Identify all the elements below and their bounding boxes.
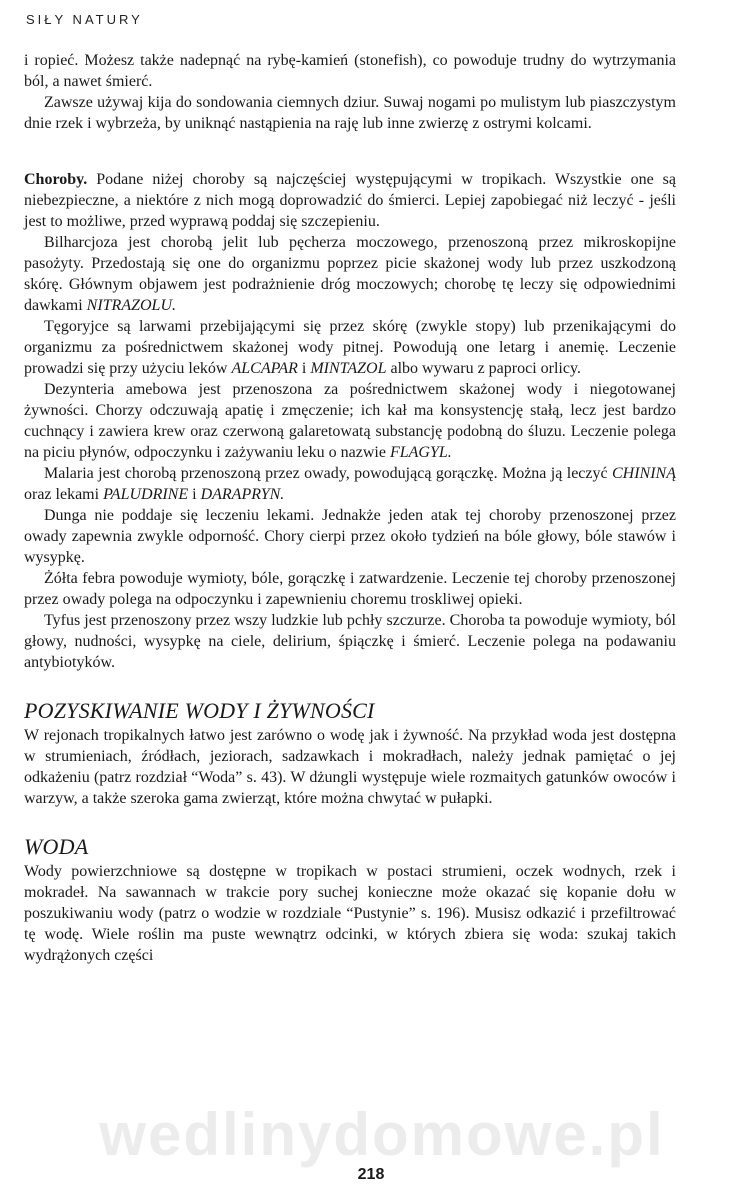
- tegoryjce-text: Tęgoryjce są larwami przebijającymi się przez skórę (zwykle stopy) lub przenikającymi do organizmu za pośrednictwem skażonej wody pitnej. Powodują one letarg i anemię. Leczenie prowadzi się przy użyciu leków: [24, 318, 676, 377]
- tegoryjce-end: albo wywaru z paproci orlicy.: [386, 360, 581, 377]
- choroby-lead: Choroby.: [24, 171, 88, 188]
- paragraph-water-food: W rejonach tropikalnych łatwo jest zarówno o wodę jak i żywność. Na przykład woda jest dostępna w strumieniach, źródłach, jeziorach, sadzawkach i mokradłach, należy jednak pamiętać o jej odkażeniu (patrz rozdział “Woda” s. 43). W dżungli występuje wiele rozmaitych gatunków owoców i warzyw, a także szeroka gama zwierząt, które można chwytać w pułapki.: [24, 727, 676, 807]
- paragraph-malaria: [24, 463, 676, 505]
- malaria-mid: oraz lekami: [24, 486, 104, 503]
- section-title-water: WODA: [24, 834, 89, 859]
- conjunction: i: [188, 486, 201, 503]
- drug-name: MINTAZOL: [310, 360, 387, 377]
- paragraph-zolta-febra: Żółta febra powoduje wymioty, bóle, gorączkę i zatwardzenie. Leczenie tej choroby przenoszonej przez owady polega na odpoczynku i zapewnieniu choremu troskliwej opieki.: [24, 570, 676, 608]
- paragraph-continuation: i ropieć. Możesz także nadepnąć na rybę-kamień (stonefish), co powoduje trudny do wytrzymania ból, a nawet śmierć.: [24, 52, 676, 90]
- watermark: wedlinydomowe.pl: [99, 1101, 665, 1168]
- drug-name: PALUDRINE: [103, 486, 189, 503]
- paragraph-dunga: Dunga nie poddaje się leczeniu lekami. Jednakże jeden atak tej choroby przenoszonej przez owady zapewnia zwykle odporność. Chory cierpi przez około tydzień na bóle głowy, bóle stawów i wysypkę.: [24, 507, 676, 566]
- paragraph-tyfus: Tyfus jest przenoszony przez wszy ludzkie lub pchły szczurze. Choroba ta powoduje wymioty, ból głowy, nudności, wysypkę na ciele, delirium, śpiączkę i śmierć. Leczenie polega na podawaniu antybiotyków.: [24, 612, 676, 671]
- drug-name: FLAGYL.: [389, 444, 452, 461]
- running-header: SIŁY NATURY: [26, 12, 143, 27]
- paragraph-bilharcjoza: [24, 232, 676, 316]
- paragraph-tegoryjce: [24, 316, 676, 379]
- drug-name: CHININĄ: [612, 465, 676, 482]
- drug-name: NITRAZOLU.: [86, 297, 177, 314]
- page-body: [24, 50, 676, 966]
- conjunction: i: [297, 360, 311, 377]
- paragraph-stick-advice: Zawsze używaj kija do sondowania ciemnych dziur. Suwaj nogami po mulistym lub piaszczystym dnie rzek i wybrzeża, by uniknąć nastąpienia na raję lub inne zwierzę z ostrymi kolcami.: [24, 94, 676, 132]
- paragraph-water: Wody powierzchniowe są dostępne w tropikach w postaci strumieni, oczek wodnych, rzek i mokradeł. Na sawannach w trakcie pory suchej konieczne może okazać się kopanie dołu w poszukiwaniu wody (patrz o wodzie w rozdziale “Pustynie” s. 196). Musisz odkazić i przefiltrować tę wodę. Wiele roślin ma puste wewnątrz odcinki, w których zbiera się woda: szukaj takich wydrążonych części: [24, 863, 676, 964]
- dezynteria-text: Dezynteria amebowa jest przenoszona za pośrednictwem skażonej wody i niegotowanej żywności. Chorzy odczuwają apatię i zmęczenie; ich kał ma konsystencję stałą, lecz jest bardzo cuchnący i zawiera krew oraz czerwoną galaretowatą substancję podobną do śluzu. Leczenie polega na piciu płynów, odpoczynku i zażywaniu leku o nazwie: [24, 381, 676, 461]
- malaria-text: Malaria jest chorobą przenoszoną przez owady, powodującą gorączkę. Można ją leczyć: [44, 465, 612, 482]
- paragraph-dezynteria: [24, 379, 676, 463]
- bilharcjoza-text: Bilharcjoza jest chorobą jelit lub pęcherza moczowego, przenoszoną przez mikroskopijne pasożyty. Przedostają się one do organizmu poprzez picie skażonej wody lub przez uszkodzoną skórę. Głównym objawem jest podrażnienie dróg moczowych; chorobę tę leczy się odpowiednimi dawkami: [24, 234, 676, 314]
- drug-name: ALCAPAR: [231, 360, 298, 377]
- paragraph-choroby-intro: [24, 169, 676, 232]
- section-title-water-food: POZYSKIWANIE WODY I ŻYWNOŚCI: [24, 698, 375, 723]
- drug-name: DARAPRYN.: [200, 486, 285, 503]
- choroby-intro-text: Podane niżej choroby są najczęściej występującymi w tropikach. Wszystkie one są niebezpieczne, a niektóre z nich mogą doprowadzić do śmierci. Lepiej zapobiegać niż leczyć - jeśli jest to możliwe, przed wyprawą poddaj się szczepieniu.: [24, 171, 676, 230]
- page-number: 218: [357, 1166, 385, 1183]
